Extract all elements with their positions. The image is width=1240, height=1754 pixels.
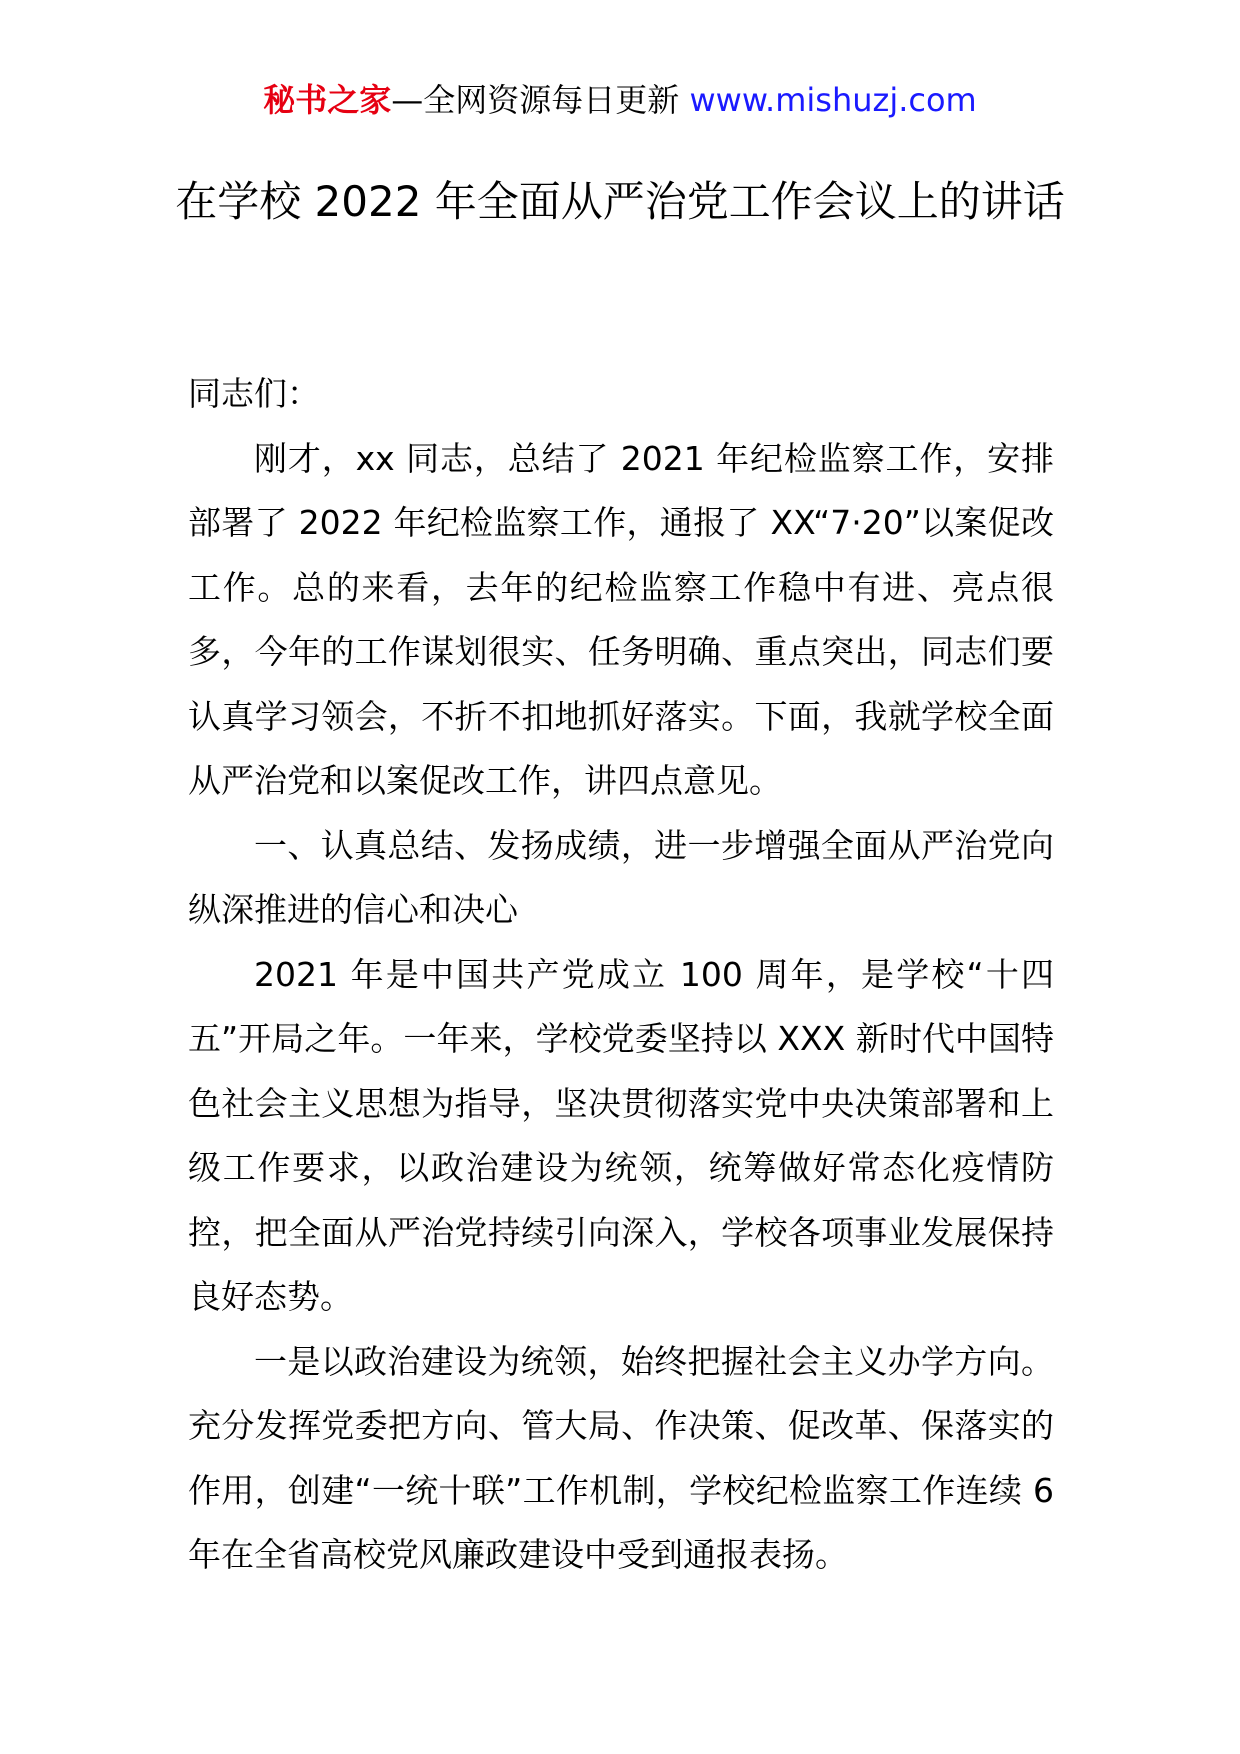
section-heading-1: 一、认真总结、发扬成绩，进一步增强全面从严治党向纵深推进的信心和决心 — [188, 825, 1054, 929]
site-header — [0, 78, 1240, 122]
paragraph-point-1: 一是以政治建设为统领，始终把握社会主义办学方向。充分发挥党委把方向、管大局、作决策、促改革、保落实的作用，创建“一统十联”工作机制，学校纪检监察工作连续 6 年在全省高校党风廉政建设中受到通报表扬。 — [188, 1341, 1054, 1574]
paragraph-intro: 刚才，xx 同志，总结了 2021 年纪检监察工作，安排部署了 2022 年纪检监察工作，通报了 XX“7·20”以案促改工作。总的来看，去年的纪检监察工作稳中有进、亮点很多，今年的工作谋划很实、任务明确、重点突出，同志们要认真学习领会，不折不扣地抓好落实。下面，我就学校全面从严治党和以案促改工作，讲四点意见。 — [188, 438, 1054, 800]
site-brand: 秘书之家 — [263, 81, 392, 119]
document-title: 在学校 2022 年全面从严治党工作会议上的讲话 — [175, 177, 1065, 226]
document-body — [188, 362, 1054, 1588]
site-url-link[interactable]: www.mishuzj.com — [689, 81, 977, 119]
site-slogan: —全网资源每日更新 — [391, 81, 680, 119]
paragraph-review: 2021 年是中国共产党成立 100 周年，是学校“十四五”开局之年。一年来，学校党委坚持以 XXX 新时代中国特色社会主义思想为指导，坚决贯彻落实党中央决策部署和上级工作要求，以政治建设为统领，统筹做好常态化疫情防控，把全面从严治党持续引向深入，学校各项事业发展保持良好态势。 — [188, 954, 1054, 1316]
salutation: 同志们： — [188, 374, 320, 413]
